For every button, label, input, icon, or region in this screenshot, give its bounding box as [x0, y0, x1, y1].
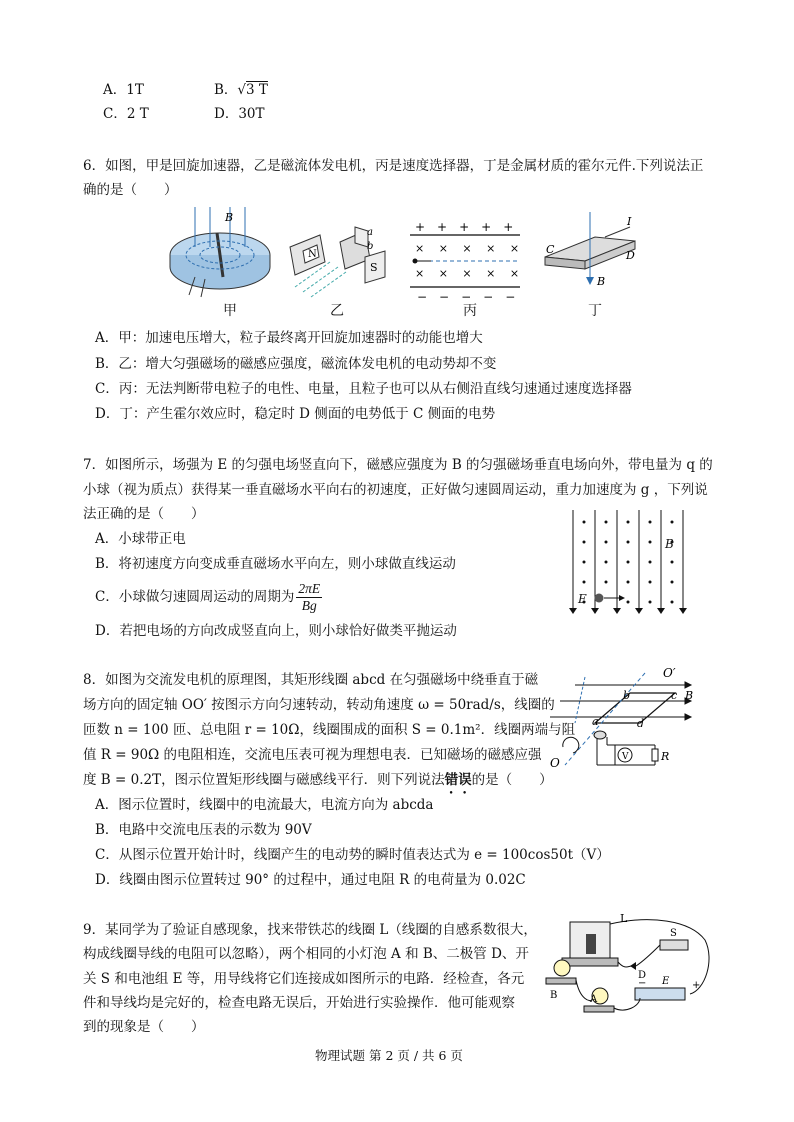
q9-fig-a: A	[590, 994, 598, 1005]
q6-option-c: C．丙：无法判断带电粒子的电性、电量，且粒子也可以从右侧沿直线匀速通过速度选择器	[95, 381, 632, 397]
q8-generator-figure	[545, 665, 695, 777]
q9-fig-b: B	[550, 990, 558, 1001]
q6-option-b: B．乙：增大匀强磁场的磁感应强度，磁流体发电机的电动势却不变	[95, 356, 497, 372]
q8-line5-end: 的是（ ）	[471, 772, 553, 788]
q6-fig-a: a	[367, 227, 373, 238]
q8-option-b: B．电路中交流电压表的示数为 90V	[95, 822, 312, 838]
fraction-denominator: Bg	[301, 598, 317, 613]
mhd-generator-figure	[290, 227, 385, 297]
q8-fig-o-prime: O′	[663, 666, 676, 680]
q8-option-c: C．从图示位置开始计时，线圈产生的电动势的瞬时值表达式为 e = 100cos50t（V）	[95, 847, 610, 863]
q7-line1: 7．如图所示，场强为 E 的匀强电场竖直向下，磁感应强度为 B 的匀强磁场垂直电场向外，带电量为 q 的	[83, 457, 713, 473]
q5-option-d: D．30T	[214, 106, 265, 122]
svg-text:× × × × ×: × × × × ×	[415, 267, 520, 280]
svg-text:+ + + + +: + + + + +	[415, 220, 514, 234]
q8-fig-b-field: B	[685, 689, 694, 702]
q5-option-b-value: 3 T	[246, 82, 268, 98]
q9-fig-minus: −	[638, 978, 647, 989]
q8-fig-o: O	[550, 756, 560, 770]
cyclotron-figure	[170, 207, 270, 297]
q9-circuit-figure	[540, 910, 715, 1020]
q9-fig-s: S	[670, 928, 677, 939]
caption-yi: 乙	[330, 303, 344, 319]
q8-line5-text: 度 B = 0.2T，图示位置矩形线圈与磁感线平行．则下列说法	[83, 772, 445, 788]
q8-fig-d: d	[637, 717, 645, 730]
q7-field-figure	[565, 508, 695, 616]
q6-figures	[165, 207, 645, 320]
q6-fig-b-bottom: B	[597, 275, 606, 288]
q8-line2: 场方向的固定轴 OO′ 按图示方向匀速转动，转动角速度 ω = 50rad/s，线圈的	[83, 697, 555, 713]
q7-option-b: B．将初速度方向变成垂直磁场水平向左，则小球做直线运动	[95, 556, 456, 572]
q8-line3: 匝数 n = 100 匝、总电阻 r = 10Ω，线圈围成的面积 S = 0.1m²．线圈两端与阻	[83, 722, 576, 738]
q6-stem-line2: 确的是（ ）	[83, 182, 178, 198]
q8-emphasis-wrong: 错误	[444, 772, 472, 788]
q6-fig-c: C	[546, 243, 555, 256]
q6-fig-i: I	[627, 215, 632, 228]
q6-fig-s: S	[370, 261, 378, 274]
q7-fig-b: B	[665, 537, 674, 551]
q9-line4: 件和导线均是完好的，检查电路无误后，开始进行实验操作．他可能观察	[83, 995, 515, 1011]
q9-fig-plus: +	[692, 980, 701, 991]
q9-fig-e: E	[662, 976, 670, 987]
ball	[595, 594, 604, 603]
q6-fig-n: N	[308, 249, 317, 260]
q6-fig-b-top: B	[225, 211, 234, 224]
q8-option-d: D．线圈由图示位置转过 90° 的过程中，通过电阻 R 的电荷量为 0.02C	[95, 872, 526, 888]
q6-option-d: D．丁：产生霍尔效应时，稳定时 D 侧面的电势低于 C 侧面的电势	[95, 406, 496, 422]
caption-ding: 丁	[588, 303, 602, 319]
q9-fig-d: D	[638, 970, 647, 981]
q5-option-b-label: B．	[214, 82, 238, 98]
q6-fig-b: b	[367, 241, 374, 252]
q9-fig-l: L	[620, 912, 628, 925]
q8-option-a: A．图示位置时，线圈中的电流最大，电流方向为 abcda	[95, 797, 434, 813]
velocity-selector-figure	[410, 220, 520, 304]
page-footer: 物理试题 第 2 页 / 共 6 页	[315, 1048, 463, 1063]
q5-option-c: C．2 T	[103, 106, 149, 122]
q7-fig-e: E	[578, 592, 587, 606]
caption-jia: 甲	[223, 303, 237, 319]
q8-fig-a: a	[592, 715, 599, 728]
svg-text:× × × × ×: × × × × ×	[415, 242, 520, 255]
q8-fig-b-corner: b	[623, 689, 631, 702]
hall-element-figure	[545, 212, 635, 288]
q7-option-a: A．小球带正电	[95, 531, 186, 547]
q9-line2: 构成线圈导线的电阻可以忽略），两个相同的小灯泡 A 和 B、二极管 D、开	[83, 946, 529, 962]
q8-line4: 值 R = 90Ω 的电阻相连，交流电压表可视为理想电表．已知磁场的磁感应强	[83, 747, 542, 763]
q5-option-a: A．1T	[103, 82, 144, 98]
q9-line5: 到的现象是（ ）	[83, 1019, 205, 1035]
q6-option-a: A．甲：加速电压增大，粒子最终离开回旋加速器时的动能也增大	[95, 330, 483, 346]
q8-fig-voltmeter: V	[622, 752, 629, 762]
q6-fig-d: D	[626, 249, 635, 262]
q8-line5	[83, 770, 553, 797]
q9-line3: 关 S 和电池组 E 等，用导线将它们连接成如图所示的电路．经检查，各元	[83, 971, 525, 987]
caption-bing: 丙	[463, 303, 477, 319]
fraction-numerator: 2πE	[298, 581, 321, 596]
q7-option-d: D．若把电场的方向改成竖直向上，则小球恰好做类平抛运动	[95, 623, 457, 639]
q8-line1: 8．如图为交流发电机的原理图，其矩形线圈 abcd 在匀强磁场中绕垂直于磁	[83, 672, 539, 688]
q7-line2: 小球（视为质点）获得某一垂直磁场水平向右的初速度，正好做匀速圆周运动，重力加速度为 g ，下列说	[83, 482, 708, 498]
q9-line1: 9．某同学为了验证自感现象，找来带铁芯的线圈 L（线圈的自感系数很大，	[83, 922, 537, 938]
q7-option-c	[95, 580, 324, 614]
q7-option-c-text: C．小球做匀速圆周运动的周期为	[95, 589, 295, 605]
q6-stem-line1: 6．如图，甲是回旋加速器，乙是磁流体发电机，丙是速度选择器，丁是金属材质的霍尔元件.下列说法正	[83, 158, 704, 174]
q8-fig-r: R	[661, 750, 670, 763]
period-fraction	[296, 581, 322, 614]
q8-fig-c: c	[671, 689, 678, 702]
q5-option-b	[214, 80, 268, 100]
sqrt-icon: √	[237, 82, 247, 98]
q7-line3: 法正确的是（ ）	[83, 506, 205, 522]
svg-text:− − − − −: − − − − −	[417, 290, 516, 304]
